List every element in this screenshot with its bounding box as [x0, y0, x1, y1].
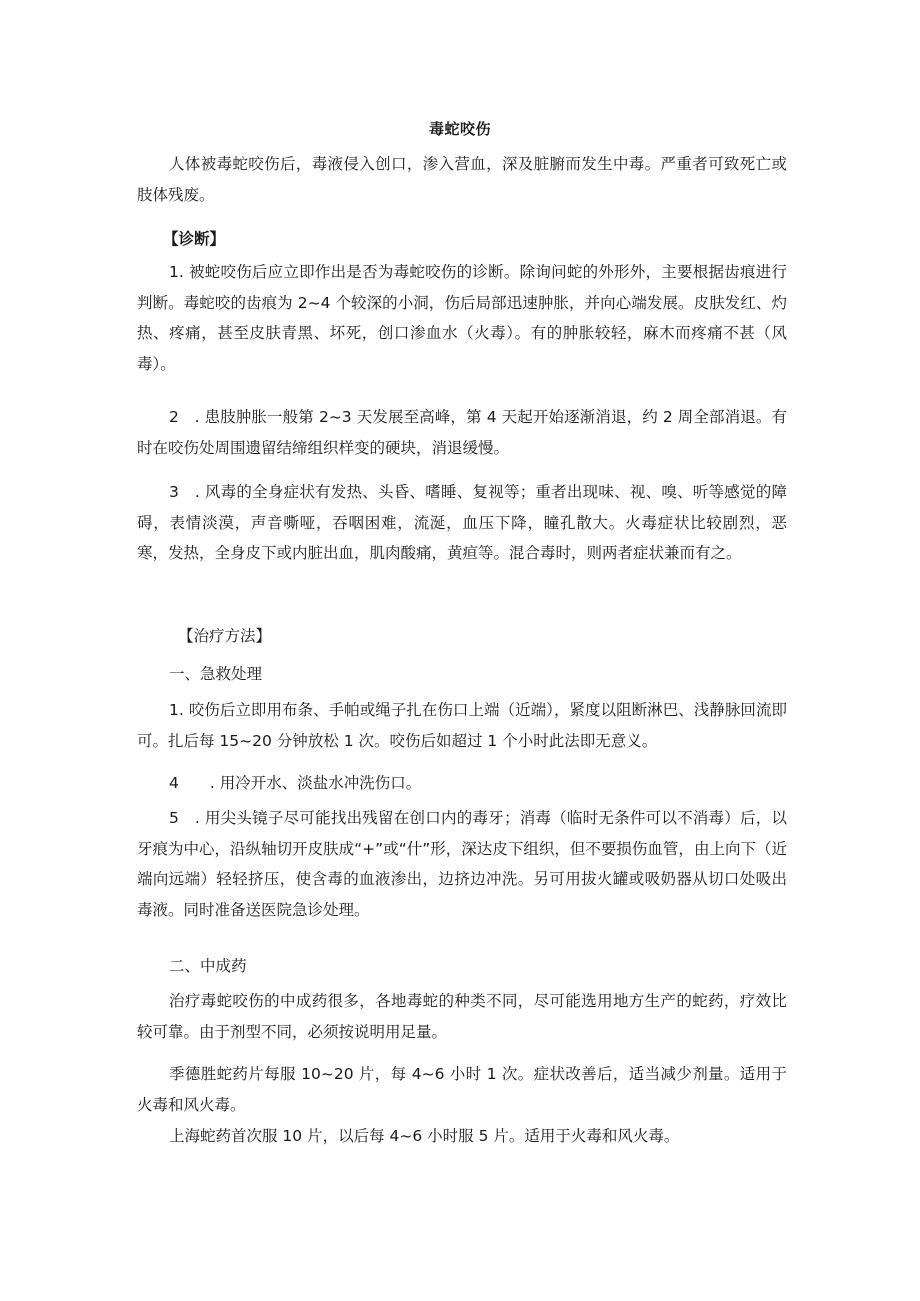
first-aid-item-1: 1. 咬伤后立即用布条、手帕或绳子扎在伤口上端（近端），紧度以阻断淋巴、浅静脉回流即可。扎后每 15~20 分钟放松 1 次。咬伤后如超过 1 个小时此法即无意义。 — [137, 701, 787, 750]
diagnosis-item-3: 3 . 风毒的全身症状有发热、头昏、嗜睡、复视等；重者出现味、视、嗅、听等感觉的障碍，表情淡漠，声音嘶哑，吞咽困难，流涎，血压下降，瞳孔散大。火毒症状比较剧烈，恶寒，发热，全身皮下或内脏出血，肌肉酸痛，黄疸等。混合毒时，则两者症状兼而有之。 — [137, 483, 787, 562]
tcm-intro-paragraph: 治疗毒蛇咬伤的中成药很多，各地毒蛇的种类不同，尽可能选用地方生产的蛇药，疗效比较可靠。由于剂型不同，必须按说明用足量。 — [137, 992, 787, 1041]
tcm-heading: 二、中成药 — [169, 957, 247, 975]
tcm-item-1: 季德胜蛇药片每服 10~20 片，每 4~6 小时 1 次。症状改善后，适当减少剂量。适用于火毒和风火毒。 — [137, 1065, 787, 1114]
diagnosis-heading: 【诊断】 — [163, 230, 226, 248]
tcm-item-2: 上海蛇药首次服 10 片，以后每 4~6 小时服 5 片。适用于火毒和风火毒。 — [169, 1127, 680, 1145]
treatment-heading: 【治疗方法】 — [178, 627, 272, 645]
diagnosis-item-1: 1. 被蛇咬伤后应立即作出是否为毒蛇咬伤的诊断。除询问蛇的外形外，主要根据齿痕进行判断。毒蛇咬的齿痕为 2~4 个较深的小洞，伤后局部迅速肿胀，并向心端发展。皮肤发红、灼热、疼痛，甚至皮肤青黑、坏死，创口渗血水（火毒）。有的肿胀较轻，麻木而疼痛不甚（风毒）。 — [137, 263, 787, 373]
intro-paragraph: 人体被毒蛇咬伤后，毒液侵入创口，渗入营血，深及脏腑而发生中毒。严重者可致死亡或肢体残废。 — [137, 155, 787, 204]
first-aid-item-4: 4 . 用冷开水、淡盐水冲洗伤口。 — [169, 774, 422, 792]
diagnosis-item-2: 2 . 患肢肿胀一般第 2~3 天发展至高峰，第 4 天起开始逐渐消退，约 2 周全部消退。有时在咬伤处周围遗留结缔组织样变的硬块，消退缓慢。 — [137, 408, 787, 457]
page-title: 毒蛇咬伤 — [428, 120, 491, 138]
first-aid-heading: 一、急救处理 — [169, 665, 263, 683]
first-aid-item-5: 5 . 用尖头镜子尽可能找出残留在创口内的毒牙；消毒（临时无条件可以不消毒）后，以牙痕为中心，沿纵轴切开皮肤成“+”或“什”形，深达皮下组织，但不要损伤血管，由上向下（近端向远端）轻轻挤压，使含毒的血液渗出，边挤边冲洗。另可用拔火罐或吸奶器从切口处吸出毒液。同时准备送医院急诊处理。 — [137, 809, 787, 919]
